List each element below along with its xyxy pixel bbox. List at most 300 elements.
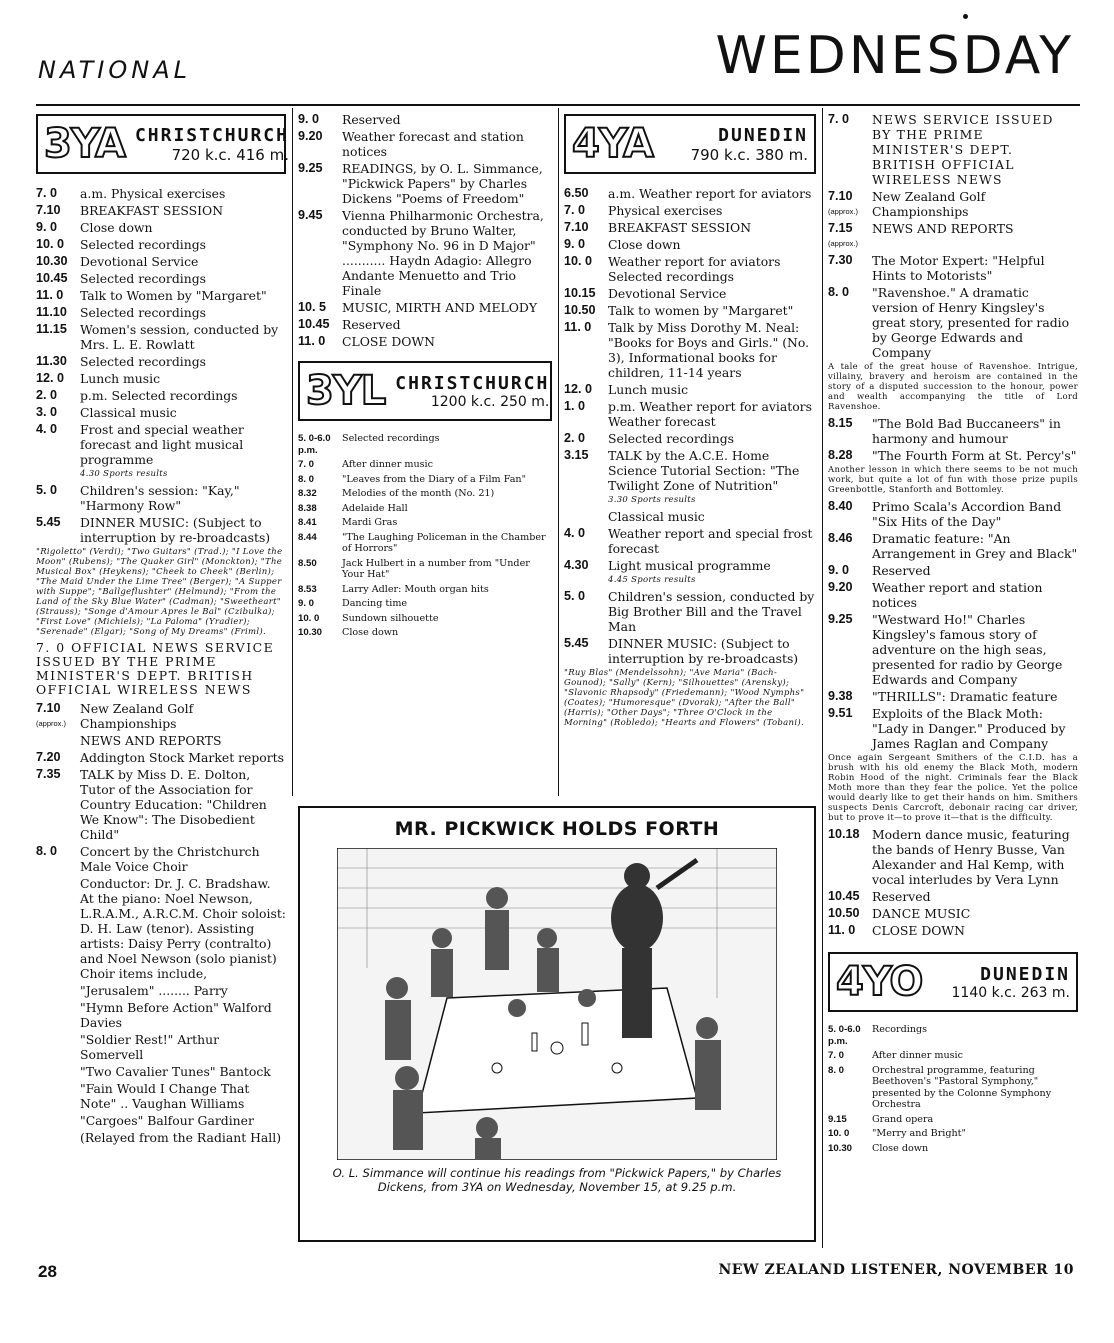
program-time: 9. 0 (564, 237, 586, 251)
program-list (828, 499, 1078, 751)
program-list (36, 750, 286, 874)
program-time: 2. 0 (36, 388, 58, 402)
program-time: 9. 0 (36, 220, 58, 234)
program-title: DINNER MUSIC: (Subject to interruption by re-broadcasts) (608, 636, 799, 666)
program-time: 7.20 (36, 750, 61, 764)
program-row (564, 203, 816, 218)
program-title: Reserved (342, 112, 401, 127)
program-row (828, 689, 1078, 704)
program-row (828, 889, 1078, 904)
program-row (36, 422, 286, 467)
program-list (828, 827, 1078, 938)
program-title: p.m. Weather report for aviators Weather forecast (608, 399, 812, 429)
program-row (564, 526, 816, 556)
program-title: Concert by the Christchurch Male Voice Choir (80, 844, 260, 874)
program-row (298, 334, 552, 349)
program-title: Vienna Philharmonic Orchestra, conducted by Bruno Walter, "Symphony No. 96 in D Major" ........... Haydn Adagio: Allegro Andante Menuetto and Trio Finale (342, 208, 544, 298)
program-time: 4.30 (564, 558, 589, 572)
program-row (298, 613, 552, 625)
program-list (828, 253, 1078, 360)
station-city: DUNEDIN (718, 124, 808, 146)
program-row (36, 371, 286, 386)
program-row (298, 433, 552, 456)
program-time: 9.51 (828, 706, 853, 720)
program-row (828, 1128, 1078, 1140)
concert-line: "Hymn Before Action" Walford Davies (80, 1000, 272, 1030)
column-divider (558, 108, 559, 796)
concert-line: (Relayed from the Radiant Hall) (80, 1130, 282, 1145)
program-title: Devotional Service (608, 286, 727, 301)
program-row (828, 563, 1078, 578)
program-title: Reserved (342, 317, 401, 332)
column-4ya-late (828, 112, 1078, 1157)
program-time: 10.30 (36, 254, 68, 268)
program-title: TALK by Miss D. E. Dolton, Tutor of the Association for Country Education: "Children We Know": The Disobedient Child" (80, 767, 267, 842)
program-title: Weather forecast and station notices (342, 129, 524, 159)
program-title: Children's session: "Kay," "Harmony Row" (80, 483, 240, 513)
concert-details (36, 876, 286, 1145)
program-time: 8.44 (298, 531, 317, 543)
program-row (828, 1114, 1078, 1126)
program-row (828, 253, 1078, 283)
program-time: 7.10 (828, 189, 853, 203)
column-3ya (36, 112, 289, 1147)
program-note: 4.30 Sports results (80, 469, 168, 479)
program-time: 11. 0 (564, 320, 592, 334)
program-time: 7. 0 (564, 203, 586, 217)
program-time-note: (approx.) (828, 239, 859, 248)
program-title: Classical music (80, 405, 177, 420)
program-title: Selected recordings (80, 237, 206, 252)
program-title: Children's session, conducted by Big Brother Bill and the Travel Man (608, 589, 815, 634)
program-time: 8.15 (828, 416, 853, 430)
program-row (36, 354, 286, 369)
program-title: BREAKFAST SESSION (608, 220, 752, 235)
program-time: 10. 5 (298, 300, 327, 314)
program-row (564, 254, 816, 284)
program-title: "THRILLS": Dramatic feature (872, 689, 1058, 704)
program-time-note: (approx.) (828, 207, 859, 216)
program-title: Women's session, conducted by Mrs. L. E. Rowlatt (80, 322, 279, 352)
program-list (564, 526, 816, 573)
station-box-3ya (36, 114, 289, 174)
program-title: DANCE MUSIC (872, 906, 971, 921)
program-title: p.m. Selected recordings (80, 388, 238, 403)
program-list (828, 1024, 1078, 1154)
program-row (36, 701, 286, 731)
program-row (298, 317, 552, 332)
program-row (36, 844, 286, 874)
program-time: 10.15 (564, 286, 596, 300)
program-time: 7.30 (828, 253, 853, 267)
program-row (828, 448, 1078, 463)
station-box-4yo (828, 952, 1078, 1012)
program-time: 9. 0 (298, 598, 315, 609)
program-row (828, 189, 1078, 219)
station-box-3yl (298, 361, 552, 421)
program-title: Sundown silhouette (342, 612, 439, 624)
station-logo: 4YA (572, 121, 653, 167)
program-row (36, 305, 286, 320)
concert-line: "Fain Would I Change That Note" .. Vaughan Williams (80, 1081, 250, 1111)
program-row (828, 1050, 1078, 1062)
program-row (36, 237, 286, 252)
program-row (298, 598, 552, 610)
program-time: 9.38 (828, 689, 853, 703)
program-time: 1. 0 (564, 399, 586, 413)
program-time: 8. 0 (36, 844, 58, 858)
section-label: NATIONAL (38, 56, 191, 84)
program-time: 4. 0 (564, 526, 586, 540)
program-note: A tale of the great house of Ravenshoe. Intrigue, villainy, bravery and heroism are contained in the story of a disputed succession to the honour, power and wealth accompanying the title of Lord Ravenshoe. (828, 362, 1078, 412)
program-row (298, 208, 552, 298)
program-list (564, 186, 816, 493)
program-row (828, 416, 1078, 446)
program-title: Talk to women by "Margaret" (608, 303, 794, 318)
station-city: CHRISTCHURCH (395, 372, 550, 394)
program-title: READINGS, by O. L. Simmance, "Pickwick Papers" by Charles Dickens "Poems of Freedom" (342, 161, 543, 206)
program-time: 2. 0 (564, 431, 586, 445)
program-title: NEWS SERVICE ISSUED BY THE PRIME MINISTER'S DEPT. BRITISH OFFICIAL WIRELESS NEWS (872, 112, 1054, 187)
program-row (298, 532, 552, 555)
day-heading: WEDNESDAY (715, 26, 1074, 86)
program-row (36, 186, 286, 201)
program-time: 5.45 (564, 636, 589, 650)
program-row (36, 271, 286, 286)
program-row (828, 1143, 1078, 1155)
program-title: Talk by Miss Dorothy M. Neal: "Books for Boys and Girls." (No. 3), Informational books for children, 11-14 years (608, 320, 810, 380)
program-row (36, 203, 286, 218)
program-row (564, 220, 816, 235)
program-time: 7.15 (828, 221, 853, 235)
program-row (36, 750, 286, 765)
program-time: 8.38 (298, 502, 317, 514)
program-title: Frost and special weather forecast and light musical programme (80, 422, 244, 467)
program-row (828, 499, 1078, 529)
program-title: Addington Stock Market reports (80, 750, 285, 765)
program-time: 10.50 (564, 303, 596, 317)
program-title: Reserved (872, 563, 931, 578)
program-time: 10.45 (36, 271, 68, 285)
station-box-4ya (564, 114, 816, 174)
program-row (36, 322, 286, 352)
program-title: "Merry and Bright" (872, 1128, 966, 1139)
program-row (298, 129, 552, 159)
program-time: 7.35 (36, 767, 61, 781)
program-time: 10. 0 (36, 237, 65, 251)
program-title: Lunch music (80, 371, 161, 386)
program-title: Primo Scala's Accordion Band "Six Hits of the Day" (872, 499, 1062, 529)
dinner-music-note: "Rigoletto" (Verdi); "Two Guitars" (Trad.); "I Love the Moon" (Rubens); "The Quaker Girl" (Monckton); "The Musical Box" (Heykens); "Cheek to Cheek" (Berlin); "The Maid Under the Lime Tree" (Berger); "A Supper with Suppe"; "Ballgeflushter" (Helmund); "From the Land of the Sky Blue Water" (Cadman); "Sweetheart" (Strauss); "Songe d'Amour Apres le Bal" (Czibulka); "First Love" (Michiels); "La Paloma" (Yradier); "Serenade" (Elgar); "Song of My Dreams" (Friml). (36, 547, 283, 637)
program-title: Physical exercises (608, 203, 723, 218)
program-row (36, 254, 286, 269)
concert-line: "Soldier Rest!" Arthur Somervell (80, 1032, 220, 1062)
station-frequency: 1140 k.c. 263 m. (951, 984, 1070, 1001)
program-time: 8.53 (298, 583, 317, 595)
program-row (564, 286, 816, 301)
program-row (564, 558, 816, 573)
program-title: New Zealand Golf Championships (80, 701, 194, 731)
dinner-music-note: "Ruy Blas" (Mendelssohn); "Ave Maria" (Bach-Gounod); "Sally" (Kern); "Silhouettes" (Arensky); "Slavonic Rhapsody" (Friedemann); "Wood Nymphs" (Coates); "Humoresque" (Dvorak); "After the Ball" (Harris); "Other Days"; "Three O'Clock in the Morning" (Robledo); "Hearts and Flowers" (Tobani). (564, 668, 805, 728)
program-row (564, 448, 816, 493)
program-row (298, 517, 552, 529)
program-time: 8.28 (828, 448, 853, 462)
program-time: 8. 0 (828, 285, 850, 299)
program-title: Jack Hulbert in a number from "Under Your Hat" (342, 557, 530, 580)
program-title: Adelaide Hall (342, 502, 408, 514)
program-row (298, 300, 552, 315)
program-list (298, 433, 552, 639)
program-title: Selected recordings (80, 305, 206, 320)
program-time: 10. 0 (828, 1128, 850, 1139)
page-number: 28 (38, 1262, 57, 1281)
column-3ya-late (298, 112, 552, 642)
program-title: Lunch music (608, 382, 689, 397)
column-divider (822, 108, 823, 1248)
program-title: Reserved (872, 889, 931, 904)
program-title: Selected recordings (608, 431, 734, 446)
program-title: "The Fourth Form at St. Percy's" (872, 448, 1077, 463)
program-row (298, 474, 552, 486)
station-logo: 3YA (44, 121, 125, 167)
program-row (36, 220, 286, 235)
program-row (298, 488, 552, 500)
program-title: "The Bold Bad Buccaneers" in harmony and humour (872, 416, 1061, 446)
program-title: Close down (342, 627, 399, 638)
program-title: Classical music (608, 509, 705, 524)
program-row (36, 288, 286, 303)
program-row (828, 531, 1078, 561)
program-row (564, 320, 816, 380)
program-title: a.m. Physical exercises (80, 186, 226, 201)
program-list (298, 112, 552, 349)
program-title: Exploits of the Black Moth: "Lady in Danger." Produced by James Raglan and Company (872, 706, 1066, 751)
pickwick-illustration (337, 848, 777, 1160)
program-title: The Motor Expert: "Helpful Hints to Motorists" (872, 253, 1045, 283)
program-time: 7. 0 (298, 459, 315, 470)
program-title: After dinner music (342, 459, 433, 470)
program-title: a.m. Weather report for aviators (608, 186, 812, 201)
concert-line: "Jerusalem" ........ Parry (80, 983, 228, 998)
program-row (828, 906, 1078, 921)
program-time: 9. 0 (828, 563, 850, 577)
program-row (828, 612, 1078, 687)
program-row (828, 221, 1078, 251)
program-time: 5. 0 (564, 589, 586, 603)
program-time: 11. 0 (298, 334, 326, 348)
program-time: 11.15 (36, 322, 67, 336)
program-title: BREAKFAST SESSION (80, 203, 224, 218)
program-row (828, 1024, 1078, 1047)
program-row (36, 515, 286, 545)
program-time: 7. 0 (828, 112, 850, 126)
program-row (36, 767, 286, 842)
program-row (298, 627, 552, 639)
program-row (564, 431, 816, 446)
program-row (828, 112, 1078, 187)
program-title: Recordings (872, 1024, 928, 1035)
station-frequency: 790 k.c. 380 m. (690, 145, 808, 164)
concert-line: Conductor: Dr. J. C. Bradshaw. At the piano: Noel Newson, L.R.A.M., A.R.C.M. Choir soloist: D. H. Law (tenor). Assisting artists: Daisy Perry (contralto) and Noel Newson (solo pianist) Choir items include, (80, 876, 286, 981)
program-time: 5. 0-6.0 p.m. (828, 1024, 861, 1047)
publication-line: NEW ZEALAND LISTENER, NOVEMBER 10 (718, 1262, 1074, 1278)
program-note: 4.45 Sports results (608, 575, 696, 585)
program-time: 9.45 (298, 208, 323, 222)
program-time: 8. 0 (298, 473, 315, 485)
printer-dot (963, 14, 968, 19)
program-title: Weather report for aviators Selected recordings (608, 254, 781, 284)
program-time: 9. 0 (298, 112, 320, 126)
column-divider (292, 108, 293, 796)
program-time: 7. 0 (828, 1050, 845, 1061)
program-time: 11.30 (36, 354, 67, 368)
illustration-box (298, 806, 816, 1242)
program-row (298, 161, 552, 206)
program-row (36, 405, 286, 420)
program-title: Close down (80, 220, 153, 235)
program-title: DINNER MUSIC: (Subject to interruption by re-broadcasts) (80, 515, 271, 545)
program-time: 8.32 (298, 488, 317, 499)
program-time: 8. 0 (828, 1064, 845, 1076)
program-title: Larry Adler: Mouth organ hits (342, 583, 489, 595)
program-row (564, 636, 816, 666)
program-note: Once again Sergeant Smithers of the C.I.D. has a brush with his old enemy the Black Moth, modern Robin Hood of the night. Criminals fear the Black Moth more than they fear the police. Yet the police would dearly like to get their hands on him. Smithers suspects Denis Carcroft, debonair racing car driver, but to prove it—to prove it—that is the difficulty. (828, 753, 1078, 823)
program-time: 5. 0 (36, 483, 58, 497)
program-title: Mardi Gras (342, 517, 398, 528)
concert-line: "Two Cavalier Tunes" Bantock (80, 1064, 271, 1079)
program-row (828, 1065, 1078, 1111)
program-list (564, 589, 816, 666)
program-title: CLOSE DOWN (872, 923, 966, 938)
program-time: 10. 0 (564, 254, 593, 268)
program-note: 3.30 Sports results (608, 495, 696, 505)
program-title: Close down (872, 1142, 929, 1154)
program-title: TALK by the A.C.E. Home Science Tutorial Section: "The Twilight Zone of Nutrition" (608, 448, 800, 493)
illustration-caption: O. L. Simmance will continue his readings from "Pickwick Papers," by Charles Dickens, from 3YA on Wednesday, November 15, at 9.25 p.m. (332, 1166, 782, 1194)
header-rule (36, 104, 1080, 106)
program-title: Light musical programme (608, 558, 771, 573)
program-time: 9.25 (828, 612, 853, 626)
program-row (564, 303, 816, 318)
concert-line: "Cargoes" Balfour Gardiner (80, 1113, 254, 1128)
program-time: 9.15 (828, 1113, 847, 1125)
column-4ya (564, 112, 816, 732)
program-title: "Westward Ho!" Charles Kingsley's famous story of adventure on the high seas, presented for radio by George Edwards and Company (872, 612, 1063, 687)
program-time: 7.10 (36, 203, 61, 217)
program-row (564, 186, 816, 201)
program-title: "The Laughing Policeman in the Chamber of Horrors" (342, 531, 546, 554)
program-time: 9.20 (828, 580, 853, 594)
program-row (36, 388, 286, 403)
program-row (298, 503, 552, 515)
program-row (298, 584, 552, 596)
program-note: Another lesson in which there seems to be not much work, but quite a lot of fun with those prize pupils Greenbottle, Stanforth and Bottomley. (828, 465, 1078, 495)
program-row (564, 237, 816, 252)
program-time: 3. 0 (36, 405, 58, 419)
station-frequency: 720 k.c. 416 m. (171, 145, 289, 164)
program-title: New Zealand Golf Championships (872, 189, 986, 219)
program-time: 4. 0 (36, 422, 58, 436)
program-title: Dancing time (342, 598, 408, 609)
program-time: 6.50 (564, 186, 589, 200)
program-row (564, 382, 816, 397)
program-time: 3.15 (564, 448, 589, 462)
program-title: Melodies of the month (No. 21) (342, 488, 495, 499)
program-row (828, 580, 1078, 610)
program-title: Selected recordings (80, 354, 206, 369)
program-title: CLOSE DOWN (342, 334, 436, 349)
program-title: MUSIC, MIRTH AND MELODY (342, 300, 538, 315)
program-row (298, 558, 552, 581)
program-time: 10.30 (828, 1142, 853, 1154)
program-title: "Ravenshoe." A dramatic version of Henry Kingsley's great story, presented for radio by George Edwards and Company (872, 285, 1070, 360)
program-title: NEWS AND REPORTS (80, 733, 222, 748)
station-frequency: 1200 k.c. 250 m. (430, 393, 550, 410)
program-time: 10.18 (828, 827, 860, 841)
station-city: DUNEDIN (980, 963, 1070, 985)
program-title: Dramatic feature: "An Arrangement in Grey and Black" (872, 531, 1078, 561)
program-time: 12. 0 (564, 382, 593, 396)
program-time: 7. 0 (36, 186, 58, 200)
program-title: Devotional Service (80, 254, 199, 269)
program-row (828, 285, 1078, 360)
program-time: 7.10 (564, 220, 589, 234)
program-time-note: (approx.) (36, 719, 67, 728)
program-row (298, 112, 552, 127)
program-title: Orchestral programme, featuring Beethoven's "Pastoral Symphony," presented by the Colonne Symphony Orchestra (872, 1064, 1052, 1110)
program-title: After dinner music (872, 1050, 963, 1061)
illustration-title: MR. PICKWICK HOLDS FORTH (394, 818, 720, 840)
program-time: 8.40 (828, 499, 853, 513)
program-row (828, 706, 1078, 751)
program-row (828, 923, 1078, 938)
program-time: 12. 0 (36, 371, 65, 385)
program-title: Weather report and special frost forecast (608, 526, 813, 556)
program-list (828, 416, 1078, 463)
news-service: 7. 0 OFFICIAL NEWS SERVICE ISSUED BY THE PRIME MINISTER'S DEPT. BRITISH OFFICIAL WIRELESS NEWS (36, 640, 275, 697)
station-city: CHRISTCHURCH (134, 124, 289, 146)
program-title: Modern dance music, featuring the bands of Henry Busse, Van Alexander and Hal Kemp, with vocal interludes by Vera Lynn (872, 827, 1070, 887)
program-row (828, 827, 1078, 887)
program-time: 9.25 (298, 161, 323, 175)
program-time: 8.46 (828, 531, 853, 545)
program-list (36, 483, 286, 545)
station-logo: 3YL (306, 368, 386, 414)
program-row (564, 399, 816, 429)
program-title: "Leaves from the Diary of a Film Fan" (342, 473, 527, 485)
program-time: 10.45 (828, 889, 860, 903)
program-time: 11.10 (36, 305, 67, 319)
program-time: 5.45 (36, 515, 61, 529)
program-title: Talk to Women by "Margaret" (80, 288, 267, 303)
program-row (298, 459, 552, 471)
program-row (564, 589, 816, 634)
program-time: 10.45 (298, 317, 330, 331)
program-title: NEWS AND REPORTS (872, 221, 1014, 236)
program-title: Close down (608, 237, 681, 252)
program-time: 7.10 (36, 701, 61, 715)
program-title: Grand opera (872, 1113, 934, 1125)
station-logo: 4YO (836, 959, 923, 1005)
program-time: 10. 0 (298, 612, 320, 624)
program-time: 8.41 (298, 517, 317, 528)
program-title: Selected recordings (342, 433, 440, 444)
program-row (36, 483, 286, 513)
program-time: 9.20 (298, 129, 323, 143)
program-time: 11. 0 (36, 288, 64, 302)
program-title: Selected recordings (80, 271, 206, 286)
program-time: 11. 0 (828, 923, 856, 937)
